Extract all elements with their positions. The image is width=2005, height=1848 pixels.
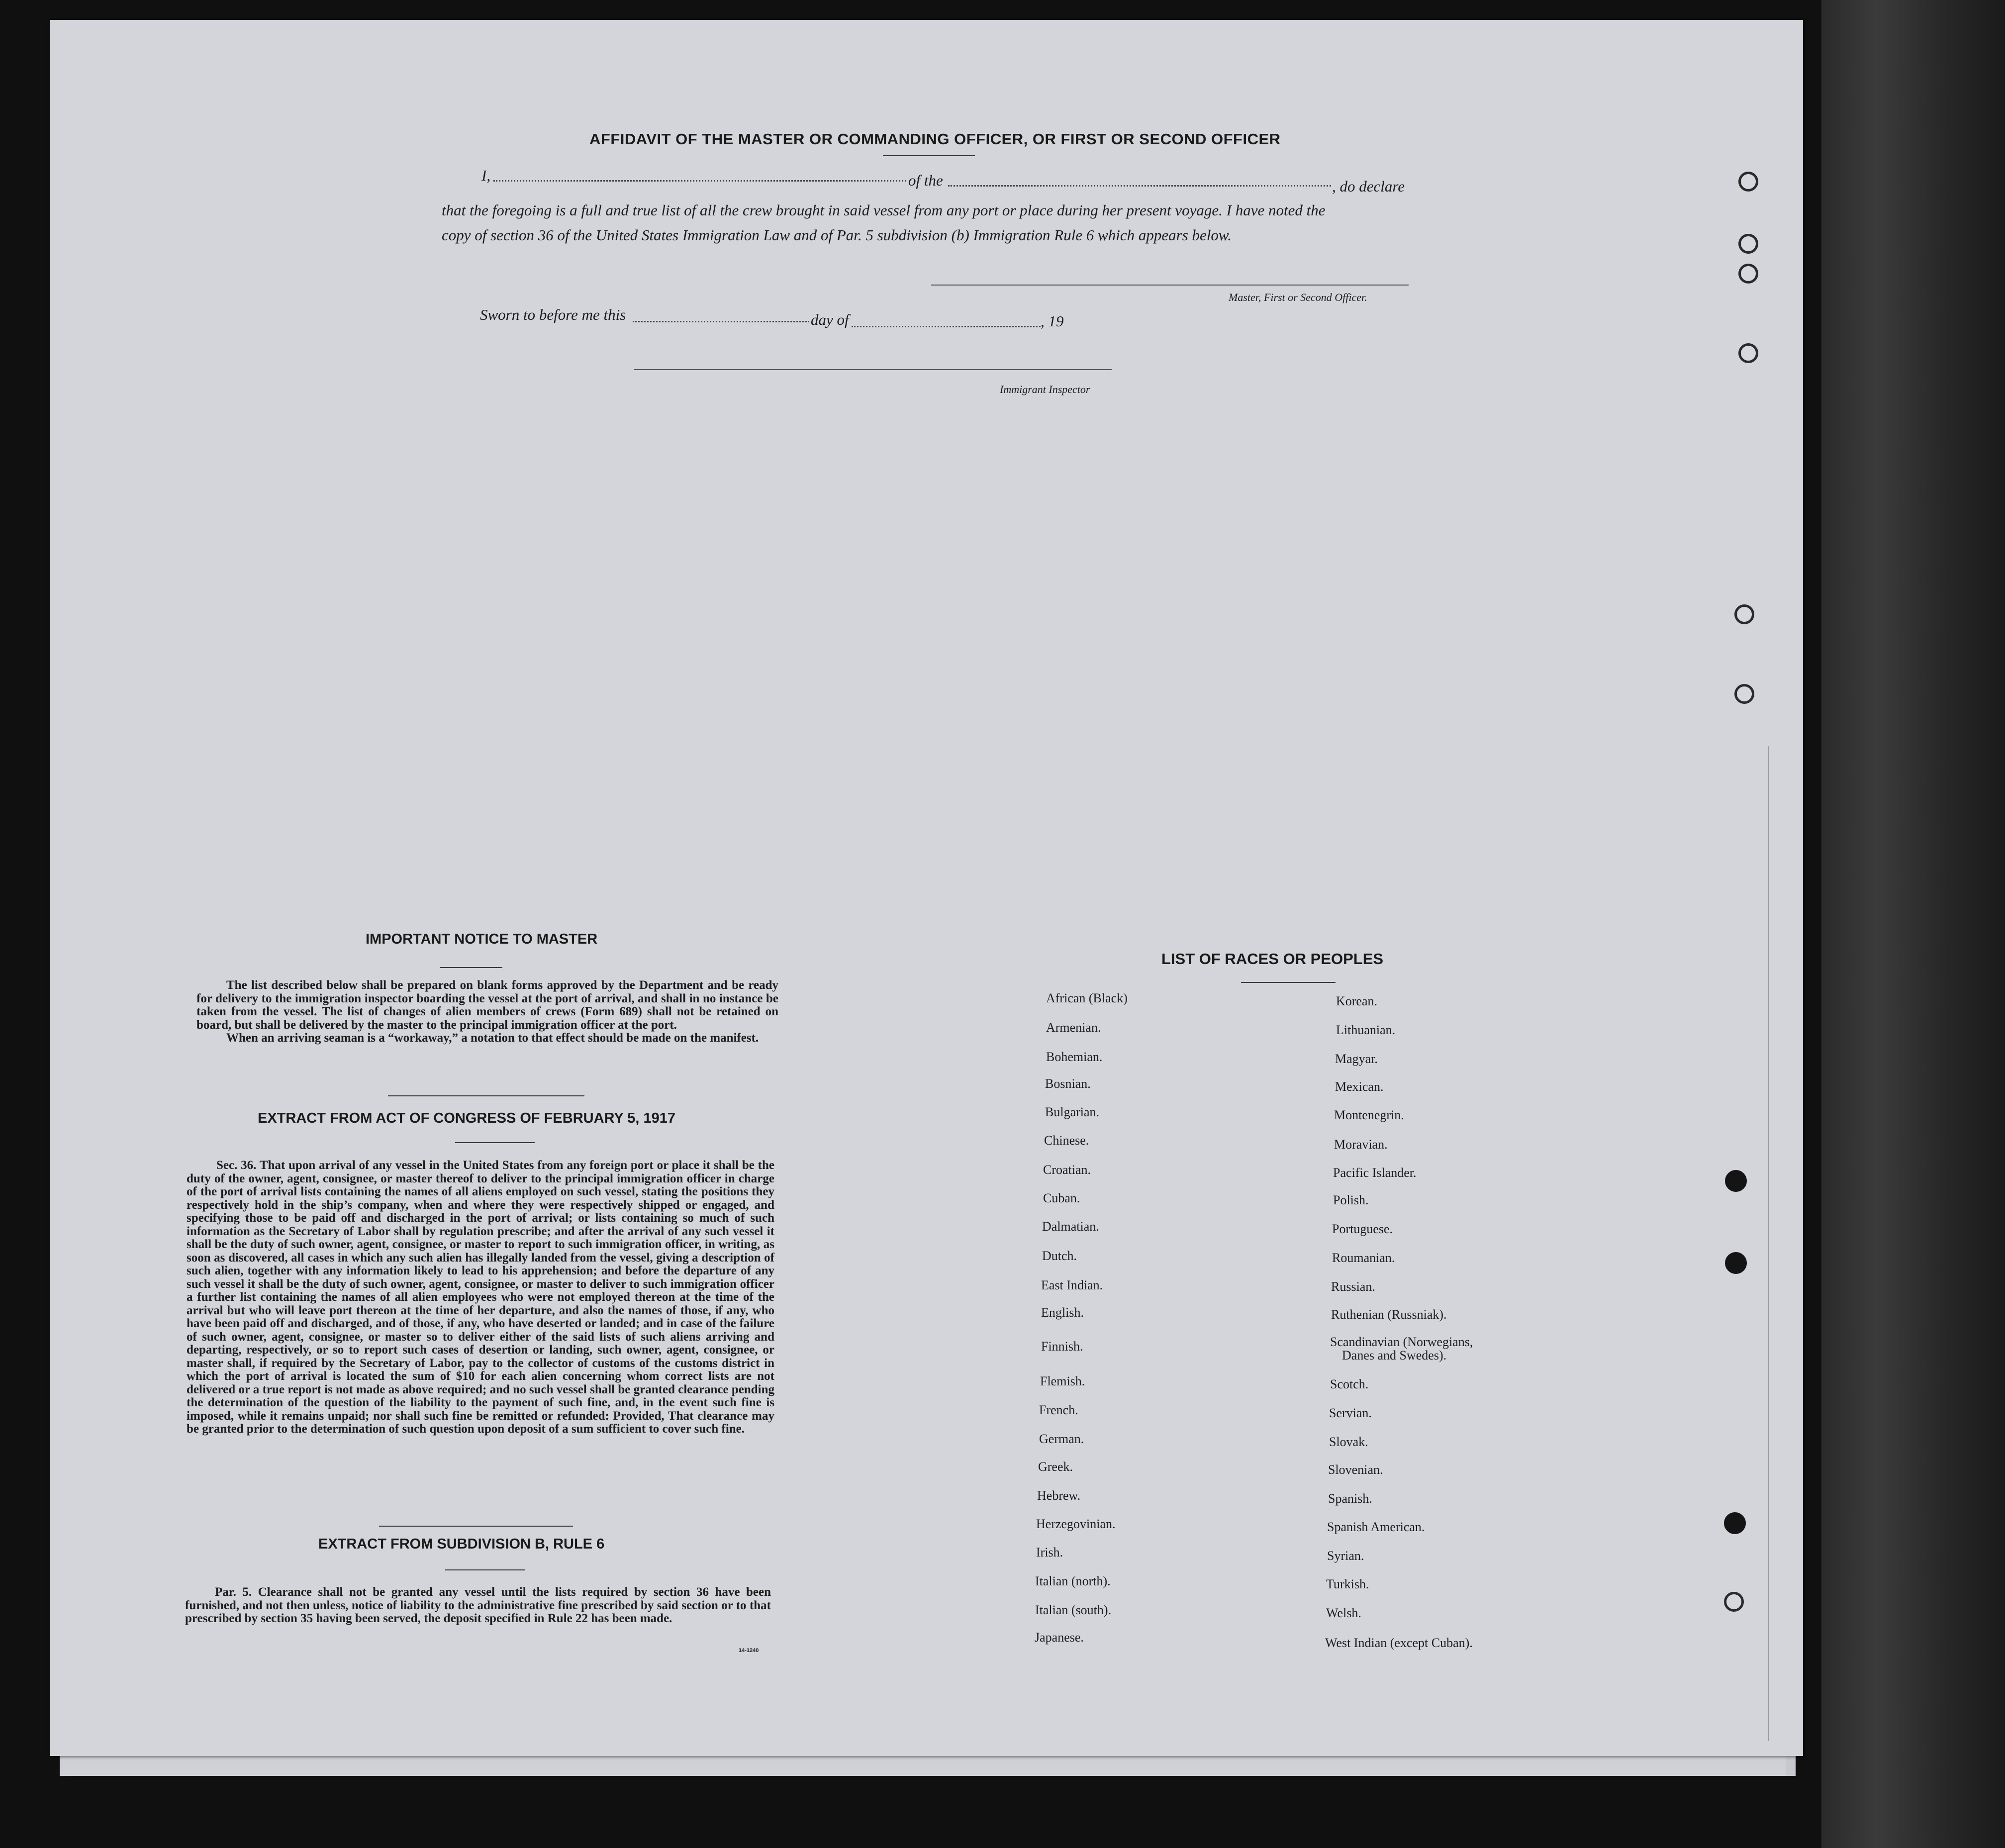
extract-act-body: [187, 1159, 774, 1436]
punch-hole-icon: [1734, 604, 1754, 624]
extract-act-text: Sec. 36. That upon arrival of any vessel in the United States from any foreign port or place it shall be the duty of the owner, agent, consignee, or master thereof to deliver to the principal immigration officer in charge of the port of arrival lists containing the names of all aliens employed on such vessel, stating the positions they respectively hold in the ship’s company, when and where they were respectively shipped or engaged, and specifying those to be paid off and discharged in the port of arrival; or lists containing so much of such information as the Secretary of Labor shall by regulation prescribe; and after the arrival of any such vessel it shall be the duty of such owner, agent, consignee, or master to report to such immigration officer, in writing, as soon as discovered, all cases in which any such alien has illegally landed from the vessel, giving a description of such alien, together with any information likely to lead to his apprehension; and before the departure of any such vessel it shall be the duty of such owner, agent, consignee, or master to deliver to such immigration officer a further list containing the names of all alien employees who were not employed thereon at the time of the arrival but who will leave port thereon at the time of her departure, and also the names of those, if any, who have been paid off and discharged, and of those, if any, who have deserted or landed; and in case of the failure of such owner, agent, consignee, or master so to deliver either of the said lists of such aliens arriving and departing, respectively, or so to report such cases of desertion or landing, such owner, agent, consignee, or master shall, if required by the Secretary of Labor, pay to the collector of customs of the customs district in which the port of arrival is located the sum of $10 for each alien concerning whom correct lists are not delivered or a true report is not made as above required; and no such vessel shall be granted clearance pending the determination of the question of the liability to the payment of such fine, and, in the event such fine is imposed, while it remains unpaid; nor shall such fine be remitted or refunded: Provided, That clearance may be granted prior to the determination of such question upon deposit of a sum sufficient to cover such fine.: [187, 1159, 774, 1436]
race-item: Mexican.: [1335, 1079, 1384, 1094]
races-rule: [1241, 982, 1336, 983]
race-item: Spanish.: [1328, 1491, 1372, 1506]
sworn-day-blank[interactable]: [633, 321, 809, 322]
affidavit-line1-start: I,: [481, 167, 491, 184]
punch-hole-icon: [1725, 1170, 1747, 1192]
extract-rule-body: [185, 1586, 771, 1626]
affidavit-title: AFFIDAVIT OF THE MASTER OR COMMANDING OFFICER, OR FIRST OR SECOND OFFICER: [589, 130, 1281, 148]
sworn-start: Sworn to before me this: [480, 306, 626, 323]
punch-hole-icon: [1738, 172, 1758, 192]
extract-act-rule: [455, 1142, 535, 1143]
punch-hole-icon: [1725, 1252, 1747, 1274]
affidavit-line1-mid: of the: [908, 172, 943, 189]
vessel-blank[interactable]: [948, 185, 1331, 187]
punch-hole-icon: [1738, 264, 1758, 284]
binding-strip: [1821, 0, 2005, 1848]
races-title: LIST OF RACES OR PEOPLES: [1161, 950, 1384, 968]
race-item: Roumanian.: [1332, 1251, 1395, 1265]
race-item: Irish.: [1036, 1545, 1063, 1559]
race-item: Italian (north).: [1035, 1574, 1111, 1588]
race-item: Greek.: [1038, 1459, 1073, 1474]
race-item: Italian (south).: [1035, 1603, 1112, 1617]
affidavit-line2: that the foregoing is a full and true list of all the crew brought in said vessel from any port or place during her present voyage. I have noted the: [442, 201, 1326, 219]
race-item: Cuban.: [1043, 1191, 1080, 1205]
inspector-caption: Immigrant Inspector: [1000, 383, 1090, 395]
section-separator: [388, 1095, 584, 1096]
extract-rule-rule: [445, 1569, 525, 1570]
page-edge-line: [1768, 746, 1769, 1741]
notice-rule: [440, 967, 502, 968]
race-item: Armenian.: [1046, 1020, 1101, 1035]
form-number: 14-1240: [739, 1648, 759, 1653]
race-item: Turkish.: [1326, 1577, 1369, 1591]
sworn-end: , 19: [1041, 312, 1064, 330]
notice-body: [196, 979, 778, 1045]
race-item: English.: [1041, 1305, 1084, 1320]
affidavit-line1-end: , do declare: [1332, 178, 1405, 195]
race-item: Danes and Swedes).: [1342, 1348, 1447, 1362]
race-item: Dalmatian.: [1042, 1219, 1099, 1234]
notice-title: IMPORTANT NOTICE TO MASTER: [366, 931, 598, 947]
race-item: Magyar.: [1335, 1052, 1378, 1066]
signature-caption: Master, First or Second Officer.: [1229, 291, 1367, 303]
race-item: Slovenian.: [1328, 1462, 1383, 1477]
race-item: Syrian.: [1327, 1549, 1364, 1563]
race-item: Scandinavian (Norwegians,: [1330, 1335, 1473, 1349]
race-item: Polish.: [1333, 1193, 1369, 1207]
punch-hole-icon: [1738, 234, 1758, 254]
section-separator: [379, 1526, 573, 1527]
race-item: Moravian.: [1334, 1137, 1388, 1152]
punch-hole-icon: [1724, 1512, 1746, 1534]
race-item: Flemish.: [1040, 1374, 1085, 1388]
punch-hole-icon: [1738, 343, 1758, 363]
affidavit-line3: copy of section 36 of the United States Immigration Law and of Par. 5 subdivision (b) Immigration Rule 6 which appears below.: [442, 226, 1232, 244]
race-item: Russian.: [1331, 1279, 1375, 1294]
sworn-mid: day of: [811, 311, 849, 328]
inspector-signature-line[interactable]: [634, 369, 1112, 370]
race-item: Herzegovinian.: [1036, 1517, 1116, 1531]
race-item: East Indian.: [1041, 1278, 1103, 1292]
document-page: [50, 20, 1803, 1756]
race-item: Croatian.: [1043, 1163, 1091, 1177]
master-signature-line[interactable]: [931, 285, 1409, 286]
race-item: Finnish.: [1041, 1339, 1083, 1354]
punch-hole-icon: [1724, 1592, 1744, 1612]
extract-rule-title: EXTRACT FROM SUBDIVISION B, RULE 6: [318, 1536, 605, 1552]
sworn-month-blank[interactable]: [852, 326, 1041, 327]
race-item: Spanish American.: [1327, 1520, 1425, 1534]
race-item: Bulgarian.: [1045, 1105, 1100, 1119]
race-item: German.: [1039, 1432, 1084, 1446]
race-item: Montenegrin.: [1334, 1108, 1404, 1122]
race-item: Japanese.: [1035, 1630, 1084, 1645]
title-rule: [883, 155, 975, 156]
race-item: Welsh.: [1326, 1606, 1361, 1620]
race-item: Servian.: [1329, 1406, 1372, 1420]
race-item: West Indian (except Cuban).: [1325, 1636, 1473, 1650]
race-item: Dutch.: [1042, 1249, 1077, 1263]
race-item: Korean.: [1336, 994, 1378, 1008]
race-item: Scotch.: [1330, 1377, 1369, 1391]
notice-para2: When an arriving seaman is a “workaway,” a notation to that effect should be made on the manifest.: [226, 1031, 759, 1045]
race-item: Bosnian.: [1045, 1076, 1091, 1091]
extract-rule-text: Par. 5. Clearance shall not be granted any vessel until the lists required by section 36 have been furnished, and not then unless, notice of liability to the administrative fine prescribed by said section or to that prescribed by section 35 having been served, the deposit specified in Rule 22 has been made.: [185, 1585, 771, 1625]
punch-hole-icon: [1734, 684, 1754, 704]
name-blank[interactable]: [493, 180, 906, 182]
race-item: Lithuanian.: [1336, 1023, 1396, 1037]
race-item: French.: [1039, 1403, 1078, 1417]
race-item: Chinese.: [1044, 1133, 1089, 1148]
race-item: African (Black): [1046, 991, 1128, 1005]
race-item: Hebrew.: [1037, 1488, 1081, 1503]
race-item: Bohemian.: [1046, 1050, 1103, 1064]
race-item: Pacific Islander.: [1333, 1166, 1417, 1180]
extract-act-title: EXTRACT FROM ACT OF CONGRESS OF FEBRUARY 5, 1917: [258, 1110, 676, 1126]
race-item: Portuguese.: [1332, 1222, 1393, 1236]
notice-para1: The list described below shall be prepared on blank forms approved by the Department and be ready for delivery to the immigration inspector boarding the vessel at the port of arrival, and shall in no instance be taken from the vessel. The list of changes of alien members of crews (Form 689) shall not be retained on board, but shall be delivered by the master to the principal immigration officer at the port.: [196, 978, 778, 1032]
race-item: Slovak.: [1329, 1435, 1368, 1449]
race-item: Ruthenian (Russniak).: [1331, 1307, 1447, 1322]
